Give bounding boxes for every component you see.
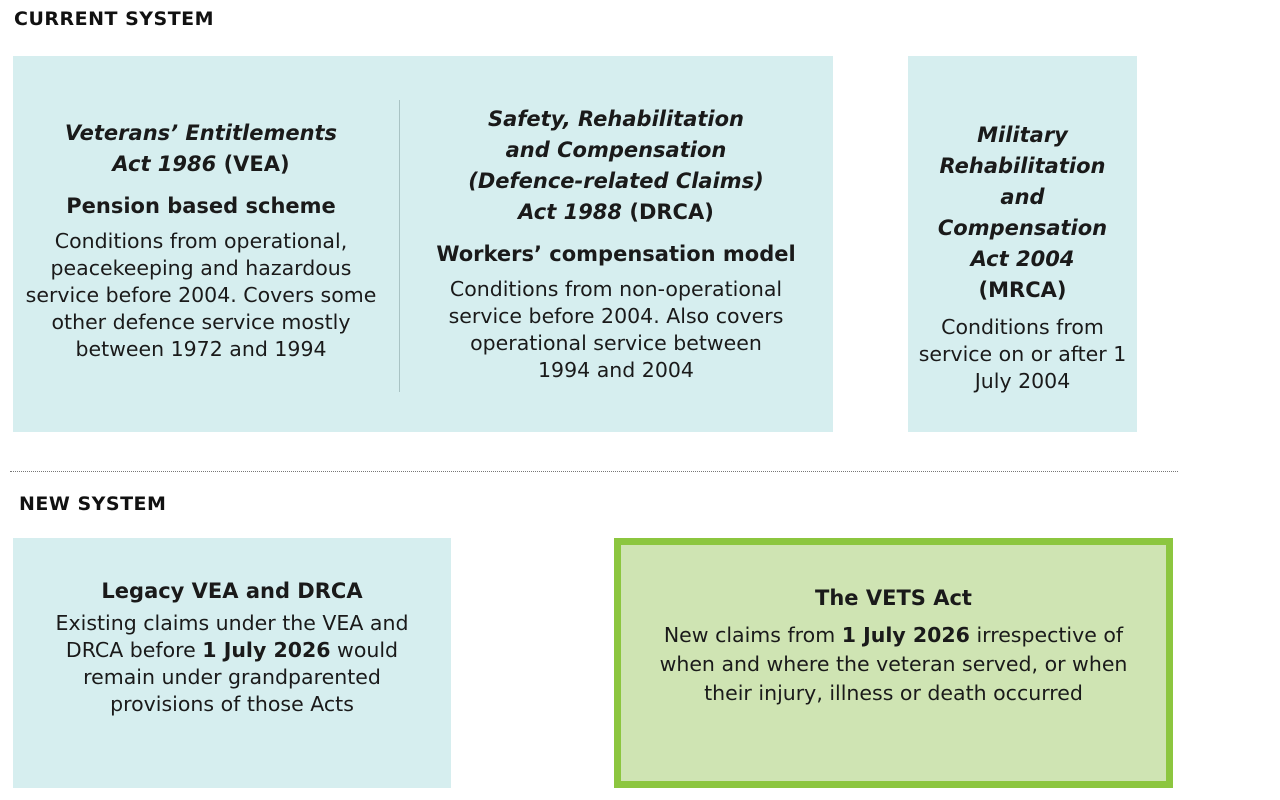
vea-column: [23, 118, 379, 363]
mrca-column: [914, 120, 1131, 395]
drca-title: Safety, Rehabilitation and Compensation (Defence-related Claims) Act 1988 (DRCA): [468, 107, 764, 224]
vets-column: [639, 583, 1148, 708]
vea-title: Veterans’ Entitlements Act 1986 (VEA): [64, 121, 338, 176]
legacy-date: 1 July 2026: [202, 638, 331, 662]
legacy-description: Existing claims under the VEA and DRCA before 1 July 2026 would remain under grandparented provisions of those Acts: [55, 611, 409, 716]
vets-title: The VETS Act: [815, 586, 972, 610]
drca-scheme: Workers’ compensation model: [436, 242, 796, 266]
column-divider: [399, 100, 400, 392]
legacy-box: [13, 538, 451, 788]
current-system-heading: CURRENT SYSTEM: [14, 8, 215, 30]
section-separator: [10, 471, 1178, 472]
drca-column: [431, 104, 801, 384]
legacy-column: [53, 576, 411, 718]
new-system-heading: NEW SYSTEM: [19, 493, 167, 515]
drca-description: Conditions from non-operational service before 2004. Also covers operational service between 1994 and 2004: [448, 277, 784, 382]
legacy-title: Legacy VEA and DRCA: [101, 579, 363, 603]
vets-date: 1 July 2026: [841, 623, 970, 647]
mrca-description: Conditions from service on or after 1 July 2004: [918, 315, 1127, 393]
vea-scheme: Pension based scheme: [66, 194, 336, 218]
mrca-title: Military Rehabilitation and Compensation Act 2004 (MRCA): [937, 123, 1108, 302]
mrca-box: [908, 56, 1137, 432]
vets-act-box: [614, 538, 1173, 788]
vea-description: Conditions from operational, peacekeeping and hazardous service before 2004. Covers some other defence service mostly between 1972 and 1994: [25, 229, 377, 361]
current-acts-box: [13, 56, 833, 432]
vets-description: New claims from 1 July 2026 irrespective of when and where the veteran served, or when their injury, illness or death occurred: [659, 623, 1128, 705]
